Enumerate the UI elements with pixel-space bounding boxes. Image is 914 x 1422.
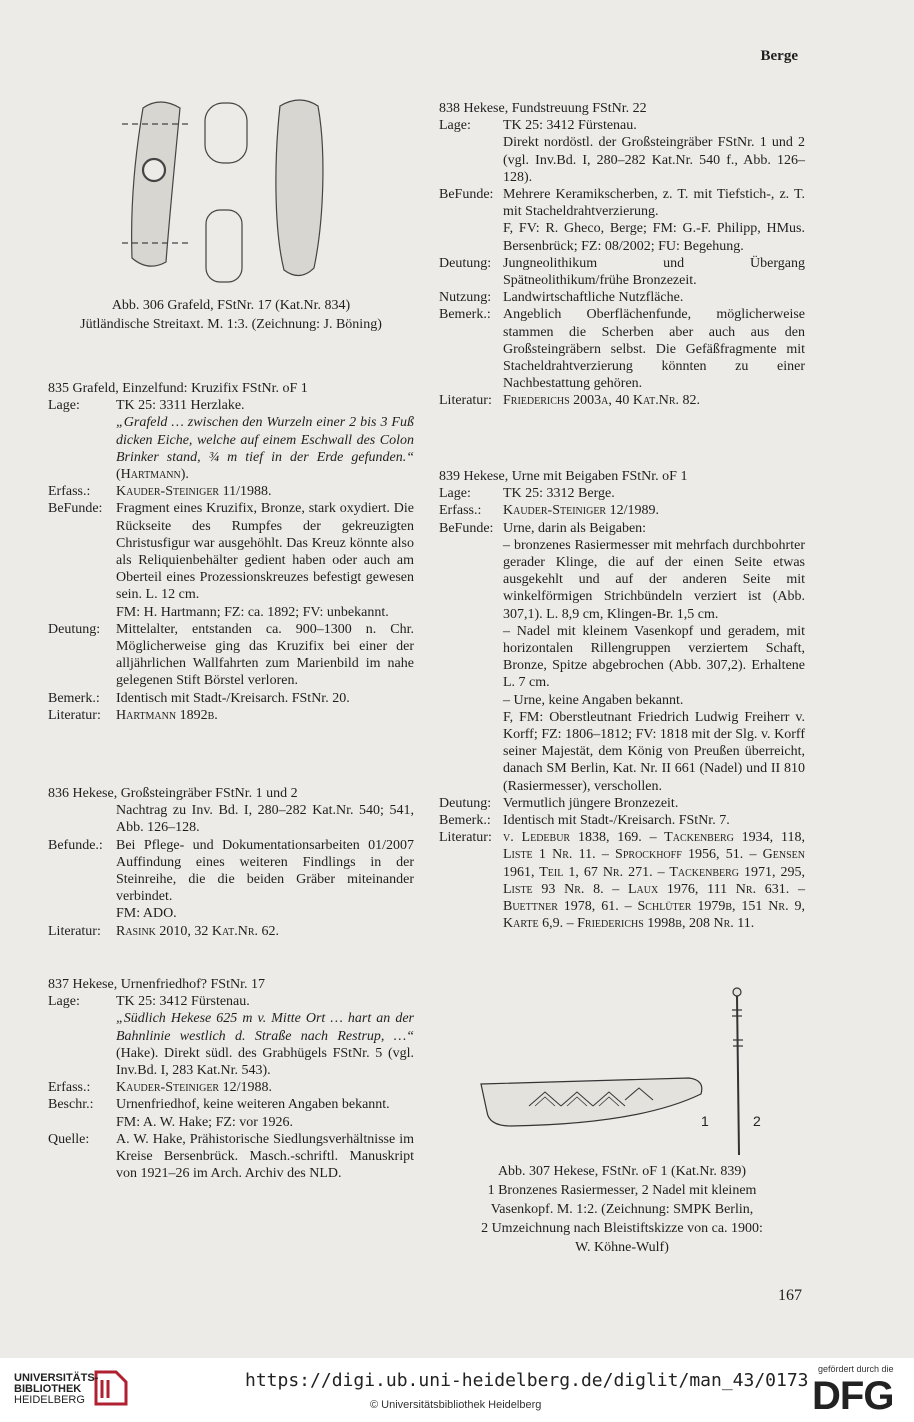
literatur-value: v. Ledebur 1838, 169. – Tackenberg 1934, 118, Liste 1 Nr. 11. – Sprockhoff 1956, 51. – Gensen 1961, Teil 1, 67 Nr. 271. – Tackenberg 1971, 295, Liste 93 Nr. 8. – Laux 1976, 111 Nr. 631. – Buettner 1978, 61. – Schlüter 1979b, 151 Nr. 9, Karte 6,9. – Friederichs 1998b, 208 Nr. 11. [503, 830, 805, 932]
entry-number: 837 [48, 977, 69, 992]
lage-value: TK 25: 3412 Fürstenau. [116, 994, 250, 1010]
caption-line: Jütländische Streitaxt. M. 1:3. (Zeichnung: J. Böning) [80, 317, 382, 332]
caption-line: 2 Umzeichnung nach Bleistiftskizze von ca. 1900: [481, 1221, 763, 1236]
field-label: Lage: [48, 994, 80, 1010]
lage-value: TK 25: 3311 Herzlake. [116, 398, 245, 414]
entry-number: 835 [48, 381, 69, 396]
field-label: Lage: [439, 118, 471, 134]
razor-blade [481, 1078, 702, 1126]
figure-306-drawing [48, 0, 414, 290]
entry-number: 839 [439, 469, 460, 484]
befunde-item-2: – Nadel mit kleinem Vasenkopf und geradem, mit horizontalen Rillengruppen verziertem Schaft, Bronze, Spitze abgebrochen (Abb. 307,2). Erhaltene L. 7 cm. [503, 623, 805, 691]
page-number: 167 [778, 1287, 802, 1304]
entry-838 [439, 100, 805, 410]
logo-text: HEIDELBERG [14, 1394, 85, 1406]
axe-section-bottom [206, 210, 242, 282]
field-label: Deutung: [439, 255, 492, 271]
befunde-value-2: F, FV: R. Gheco, Berge; FM: G.-F. Philipp, HMus. Bersenbrück; FZ: 08/2002; FU: Begehung. [503, 221, 805, 254]
entry-heading: Grafeld, Einzelfund: Kruzifix FStNr. oF 1 [72, 381, 308, 396]
field-label: Quelle: [48, 1131, 90, 1147]
bemerk-value: Identisch mit Stadt-/Kreisarch. FStNr. 7. [503, 813, 730, 829]
running-head: Berge [760, 48, 798, 64]
nutzung-value: Landwirtschaftliche Nutzfläche. [503, 290, 684, 306]
beschr-value: Urnenfriedhof, keine weiteren Angaben bekannt. [116, 1097, 390, 1113]
field-label: Lage: [439, 486, 471, 502]
field-label: Erfass.: [48, 484, 91, 500]
quote-text: „Südlich Hekese 625 m v. Mitte Ort … hart an der Bahnlinie westlich d. Straße nach Restrup, …“ [116, 1011, 414, 1044]
field-label: Bemerk.: [439, 813, 491, 829]
logo-text: UNIVERSITÄTS- [14, 1372, 99, 1384]
entry-title [48, 785, 414, 802]
field-label: Beschr.: [48, 1097, 94, 1113]
befunde-value: Fragment eines Kruzifix, Bronze, stark oxydiert. Die Rückseite des Rumpfes der gekreuzigten Christusfigur war ausgehöhlt. Das Kreuz könnte also als Reliquienbehälter gedient haben oder auch am Oberteil eines Prozessionskreuzes befestigt gewesen sein. L. 12 cm. [116, 501, 414, 603]
axe-side-view [276, 100, 323, 276]
entry-837 [48, 976, 414, 1182]
field-label: Befunde.: [48, 837, 103, 853]
entry-835 [48, 380, 414, 724]
befunde-value: Mehrere Keramikscherben, z. T. mit Tiefstich-, z. T. mit Stacheldrahtverzierung. [503, 187, 805, 220]
befunde-item-3: – Urne, keine Angaben bekannt. [503, 692, 684, 708]
axe-shaft-hole [143, 159, 165, 181]
caption-line: Vasenkopf. M. 1:2. (Zeichnung: SMPK Berlin, [490, 1202, 754, 1217]
logo-text: BIBLIOTHEK [14, 1383, 82, 1395]
quote-source: (Hartmann). [116, 467, 189, 483]
caption-line: 1 Bronzenes Rasiermesser, 2 Nadel mit kleinem [487, 1183, 757, 1198]
deutung-value: Jungneolithikum und Übergang Spätneolithikum/frühe Bronzezeit. [503, 255, 805, 289]
field-label: Literatur: [48, 707, 101, 723]
pin-head [733, 988, 741, 996]
entry-title [48, 380, 414, 397]
field-label: BeFunde: [48, 501, 103, 517]
befunde-item-1: – bronzenes Rasiermesser mit mehrfach durchbohrter gerader Klinge, die auf der einen Seite etwas ausgekehlt und auf der anderen Seite mit winkelförmigen Strichbündeln verziert ist (Abb. 307,1). L. 8,9 cm, Klingen-Br. 1,5 cm. [503, 537, 805, 622]
entry-title [439, 100, 805, 117]
funding-note: gefördert durch die [818, 1364, 894, 1374]
field-label: Deutung: [48, 621, 101, 637]
field-label: Bemerk.: [439, 307, 491, 323]
field-label: BeFunde: [439, 187, 494, 203]
befunde-value: Urne, darin als Beigaben: [503, 520, 647, 536]
figure-306-caption [48, 296, 414, 334]
literatur-value: Rasink 2010, 32 Kat.Nr. 62. [116, 923, 280, 939]
field-label: Nutzung: [439, 290, 492, 306]
entry-836 [48, 785, 414, 940]
lage-value: TK 25: 3312 Berge. [503, 486, 615, 502]
copyright-text: © Universitätsbibliothek Heidelberg [370, 1399, 542, 1411]
library-logo[interactable] [14, 1373, 98, 1406]
befunde-value: Bei Pflege- und Dokumentationsarbeiten 01/2007 Auffindung eines weiteren Findlings in der Steinreihe, die die beiden Gräber miteinander verbindet. [116, 837, 414, 905]
field-label: Literatur: [48, 923, 101, 939]
quelle-value: A. W. Hake, Prähistorische Siedlungsverhältnisse im Kreise Bersenbrück. Masch.-schriftl. Manuskript von 1921–26 im Arch. Archiv des NLD. [116, 1131, 414, 1182]
figure-label-1: 1 [701, 1113, 709, 1129]
befunde-value-2: FM: ADO. [116, 906, 177, 922]
figure-307-caption [437, 1162, 807, 1257]
field-label: Erfass.: [439, 503, 482, 519]
entry-heading: Hekese, Großsteingräber FStNr. 1 und 2 [72, 786, 298, 801]
bemerk-value: Angeblich Oberflächenfunde, möglicherweise stammen die Scherben aber auch aus den Großsteingräbern selbst. Die Gefäßfragmente mit Stacheldrahtverzierung könnten zu einer Nachbestattung gehören. [503, 307, 805, 392]
bemerk-value: Identisch mit Stadt-/Kreisarch. FStNr. 20. [116, 690, 350, 706]
befunde-item-4: F, FM: Oberstleutnant Friedrich Ludwig Freiherr v. Korff; FZ: 1806–1812; FV: 1818 mit der Slg. v. Korff seiner Majestät, dem König von Preußen überreicht, danach SM Berlin, Kat. Nr. II 661 (Nadel) und II 810 (Rasiermesser), verschollen. [503, 709, 805, 794]
entry-heading: Hekese, Urne mit Beigaben FStNr. oF 1 [463, 469, 688, 484]
axe-section-top [205, 103, 247, 163]
figure-label-2: 2 [753, 1113, 761, 1129]
permalink-url[interactable]: https://digi.ub.uni-heidelberg.de/diglit/man_43/0173 [245, 1370, 809, 1391]
befunde-value-2: FM: H. Hartmann; FZ: ca. 1892; FV: unbekannt. [116, 604, 389, 620]
entry-number: 836 [48, 786, 69, 801]
deutung-value: Mittelalter, entstanden ca. 900–1300 n. Chr. Möglicherweise ging das Kruzifix bei einer der alljährlichen Wallfahrten zum Marienbild im nahe gelegenen Stift Börstel verloren. [116, 621, 414, 689]
dfg-logo[interactable]: DFG [812, 1374, 894, 1418]
pin-shaft [737, 996, 739, 1155]
beschr-value-2: FM: A. W. Hake; FZ: vor 1926. [116, 1114, 293, 1130]
entry-heading: Hekese, Urnenfriedhof? FStNr. 17 [72, 977, 265, 992]
entry-839 [439, 468, 805, 932]
erfass-value: Kauder-Steiniger 12/1989. [503, 503, 659, 519]
literatur-value: Friederichs 2003a, 40 Kat.Nr. 82. [503, 393, 701, 409]
entry-subheading: Nachtrag zu Inv. Bd. I, 280–282 Kat.Nr. 540; 541, Abb. 126–128. [116, 803, 414, 836]
axe-front-view [132, 102, 180, 266]
field-label: Literatur: [439, 393, 492, 409]
field-label: Erfass.: [48, 1080, 91, 1096]
entry-number: 838 [439, 101, 460, 116]
erfass-value: Kauder-Steiniger 12/1988. [116, 1080, 272, 1096]
entry-heading: Hekese, Fundstreuung FStNr. 22 [463, 101, 647, 116]
caption-line: W. Köhne-Wulf) [575, 1240, 669, 1255]
caption-line: Abb. 307 Hekese, FStNr. oF 1 (Kat.Nr. 839) [497, 1164, 747, 1179]
figure-307-drawing [439, 980, 805, 1160]
deutung-value: Vermutlich jüngere Bronzezeit. [503, 795, 679, 811]
quote-source: (Hake). Direkt südl. des Grabhügels FStNr. 5 (vgl. Inv.Bd. I, 283 Kat.Nr. 543). [116, 1045, 414, 1079]
entry-title [48, 976, 414, 993]
literatur-value: Hartmann 1892b. [116, 707, 218, 723]
erfass-value: Kauder-Steiniger 11/1988. [116, 484, 272, 500]
field-label: Literatur: [439, 830, 492, 846]
field-label: BeFunde: [439, 520, 494, 536]
lage-value-2: Direkt nordöstl. der Großsteingräber FStNr. 1 und 2 (vgl. Inv.Bd. I, 280–282 Kat.Nr. 540 f., Abb. 126–128). [503, 135, 805, 185]
lage-value: TK 25: 3412 Fürstenau. [503, 118, 637, 134]
field-label: Bemerk.: [48, 690, 100, 706]
entry-title [439, 468, 805, 485]
field-label: Lage: [48, 398, 80, 414]
caption-line: Abb. 306 Grafeld, FStNr. 17 (Kat.Nr. 834) [111, 298, 351, 313]
field-label: Deutung: [439, 795, 492, 811]
quote-text: „Grafeld … zwischen den Wurzeln einer 2 bis 3 Fuß dicken Eiche, welche auf einem Eschwall des Colon Brinker stand, ¾ m tief in der Erde gefunden.“ [116, 415, 414, 465]
